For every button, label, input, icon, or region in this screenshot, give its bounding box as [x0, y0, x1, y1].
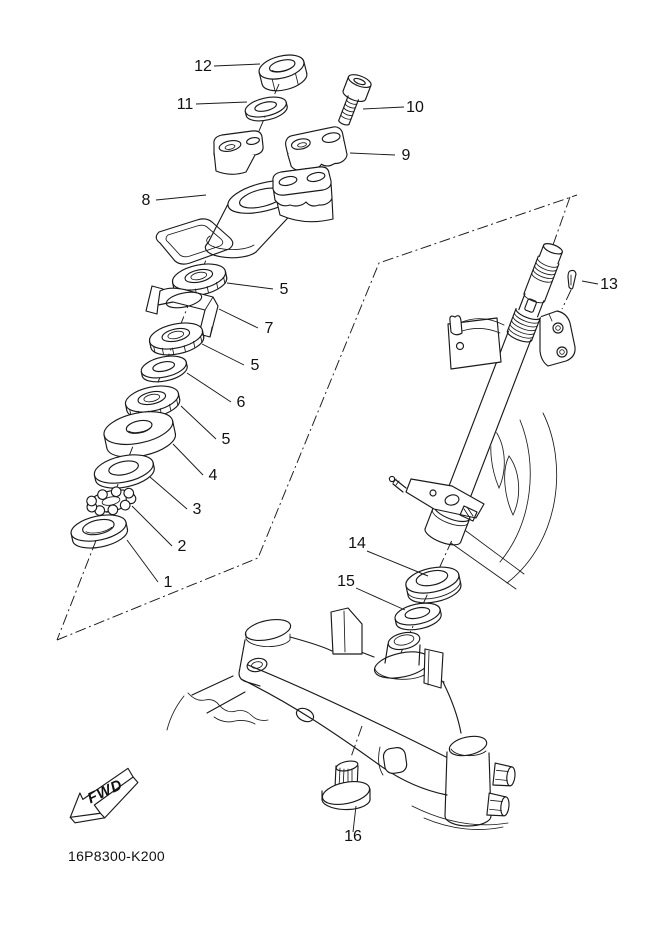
- part-stem-stay-flange: [540, 311, 575, 366]
- part-cover-5b: [147, 319, 206, 360]
- part-washer-6: [139, 352, 189, 385]
- callout-10: 10: [406, 99, 424, 116]
- callout-1: 1: [163, 574, 173, 591]
- part-washer-11: [243, 94, 289, 125]
- fwd-arrow: [62, 767, 146, 831]
- callout-7: 7: [264, 320, 274, 337]
- callout-16: 16: [344, 828, 362, 845]
- part-washer-3: [92, 450, 157, 493]
- callout-9: 9: [401, 147, 411, 164]
- part-ball-retainer-2: [84, 483, 138, 519]
- fwd-label: FWD: [84, 776, 126, 808]
- part-upper-holder-9: [284, 125, 349, 174]
- callout-15: 15: [337, 573, 355, 590]
- callout-11: 11: [176, 96, 194, 113]
- drawing-number: 16P8300-K200: [68, 848, 166, 864]
- callout-14: 14: [348, 535, 366, 552]
- part-washer-15: [393, 599, 443, 633]
- part-stem-bracket: [448, 316, 504, 369]
- callout-12: 12: [194, 58, 212, 75]
- callout-3: 3: [192, 501, 202, 518]
- callout-5b: 5: [250, 357, 260, 374]
- part-pin-13: [568, 270, 576, 289]
- callout-5a: 5: [279, 281, 289, 298]
- callout-labels: [142, 58, 618, 845]
- callout-13: 13: [600, 276, 618, 293]
- callout-2: 2: [177, 538, 187, 555]
- part-bolt-10: [332, 72, 373, 128]
- callout-6: 6: [236, 394, 246, 411]
- part-race-1: [69, 510, 130, 552]
- part-ring-nut-4: [101, 406, 178, 463]
- callout-4: 4: [208, 467, 218, 484]
- leader-lines: [127, 64, 598, 832]
- part-plug-16: [320, 759, 371, 809]
- callout-5c: 5: [221, 431, 231, 448]
- part-nut-12: [257, 51, 310, 95]
- callout-8: 8: [141, 192, 151, 209]
